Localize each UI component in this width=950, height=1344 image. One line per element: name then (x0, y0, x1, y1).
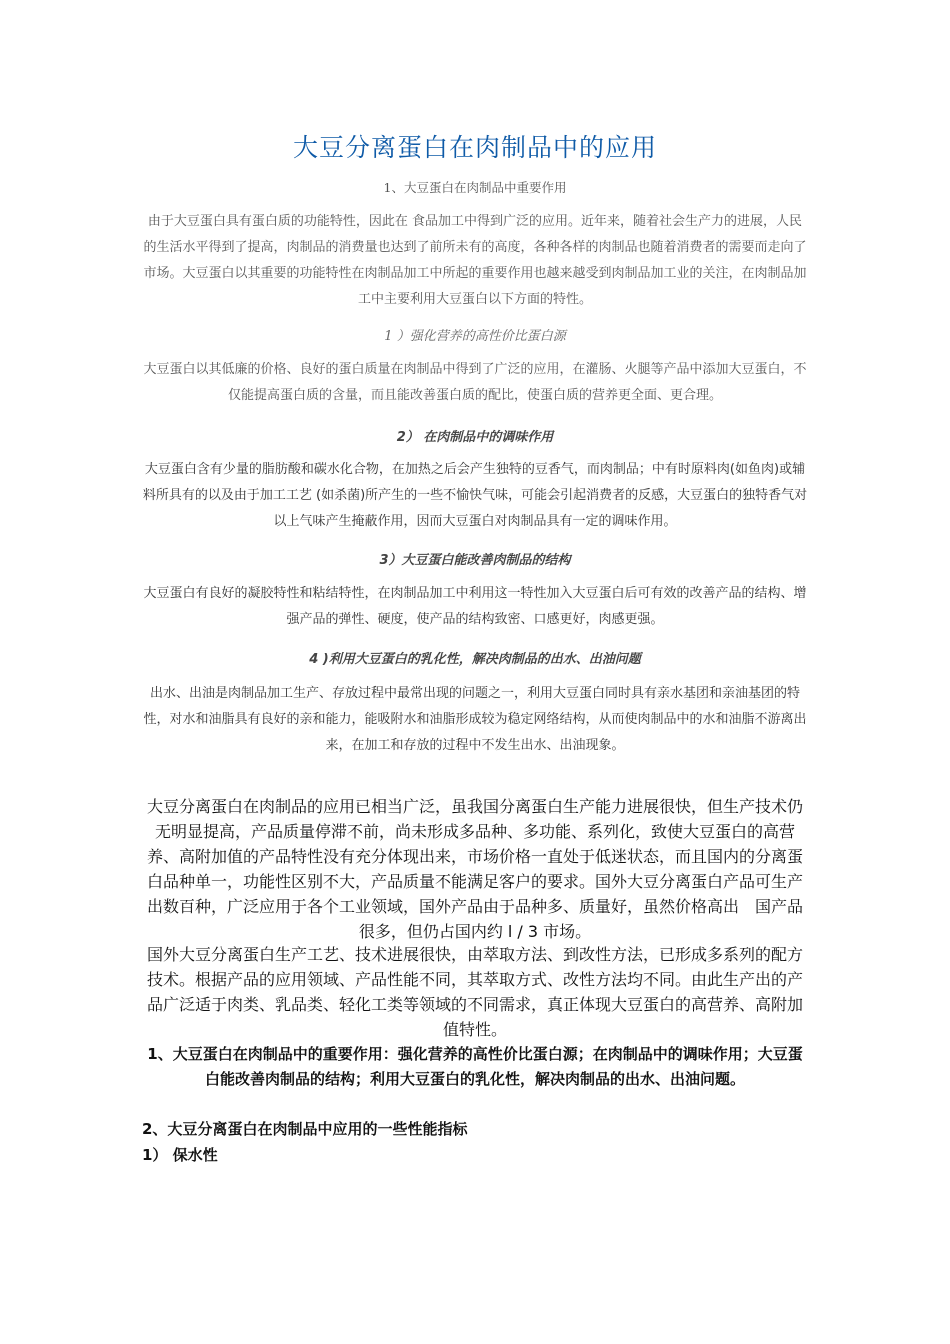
section-heading-3: 3）大豆蛋白能改善肉制品的结构 (379, 553, 571, 568)
section-body-4: 出水、出油是肉制品加工生产、存放过程中最常出现的问题之一，利用大豆蛋白同时具有亲水基团和亲油基团的特性，对水和油脂具有良好的亲和能力，能吸附水和油脂形成较为稳定网络结构，从而使肉制品中的水和油脂不游离出来，在加工和存放的过程中不发生出水、出油现象。 (143, 686, 807, 753)
section-body-3: 大豆蛋白有良好的凝胶特性和粘结特性，在肉制品加工中利用这一特性加入大豆蛋白后可有效的改善产品的结构、增强产品的弹性、硬度，使产品的结构致密、口感更好，肉感更强。 (143, 586, 807, 627)
section-body-2: 大豆蛋白含有少量的脂肪酸和碳水化合物，在加热之后会产生独特的豆香气，而肉制品；中有时原料肉(如鱼肉)或辅料所具有的以及由于加工工艺 (如杀菌)所产生的一些不愉快气味，可能会引起消费者的反感，大豆蛋白的独特香气对以上气味产生掩蔽作用，因而大豆蛋白对肉制品具有一定的调味作用。 (142, 462, 808, 529)
document-title: 大豆分离蛋白在肉制品中的应用 (292, 133, 657, 162)
market-paragraph-1: 大豆分离蛋白在肉制品的应用已相当广泛，虽我国分离蛋白生产能力进展很快，但生产技术仍无明显提高，产品质量停滞不前，尚未形成多品种、多功能、系列化，致使大豆蛋白的高营养、高附加值的产品特性没有充分体现出来，市场价格一直处于低迷状态，而且国内的分离蛋白品种单一，功能性区别不大，产品质量不能满足客户的要求。国外大豆分离蛋白产品可生产出数百种，广泛应用于各个工业领域，国外产品由于品种多、质量好，虽然价格高出 国产品很多，但仍占国内约 l / 3 市场。 (146, 797, 803, 941)
summary-paragraph: 1、大豆蛋白在肉制品中的重要作用：强化营养的高性价比蛋白源；在肉制品中的调味作用；大豆蛋白能改善肉制品的结构；利用大豆蛋白的乳化性，解决肉制品的出水、出油问题。 (147, 1045, 803, 1088)
market-paragraph-2: 国外大豆分离蛋白生产工艺、技术进展很快，由萃取方法、到改性方法，已形成多系列的配方技术。根据产品的应用领域、产品性能不同，其萃取方式、改性方法均不同。由此生产出的产品广泛适于肉类、乳品类、轻化工类等领域的不同需求，真正体现大豆蛋白的高营养、高附加值特性。 (146, 945, 803, 1039)
section-body-1: 大豆蛋白以其低廉的价格、良好的蛋白质量在肉制品中得到了广泛的应用，在灌肠、火腿等产品中添加大豆蛋白，不仅能提高蛋白质的含量，而且能改善蛋白质的配比，使蛋白质的营养更全面、更合理。 (143, 362, 807, 403)
intro-paragraph: 由于大豆蛋白具有蛋白质的功能特性，因此在 食品加工中得到广泛的应用。近年来，随着社会生产力的进展，人民的生活水平得到了提高，肉制品的消费量也达到了前所未有的高度，各种各样的肉制品也随着消费者的需要而走向了市场。大豆蛋白以其重要的功能特性在肉制品加工中所起的重要作用也越来越受到肉制品加工业的关注，在肉制品加工中主要利用大豆蛋白以下方面的特性。 (143, 214, 807, 307)
section-heading-2: 2） 在肉制品中的调味作用 (396, 430, 554, 445)
section-2-heading: 2、大豆分离蛋白在肉制品中应用的一些性能指标 (142, 1120, 468, 1138)
section-heading-1: 1 ）强化营养的高性价比蛋白源 (384, 329, 566, 344)
section-heading-4: 4 )利用大豆蛋白的乳化性，解决肉制品的出水、出油问题 (309, 652, 641, 667)
section-2-subheading: 1） 保水性 (142, 1146, 218, 1164)
document-subtitle: 1、大豆蛋白在肉制品中重要作用 (383, 180, 567, 195)
